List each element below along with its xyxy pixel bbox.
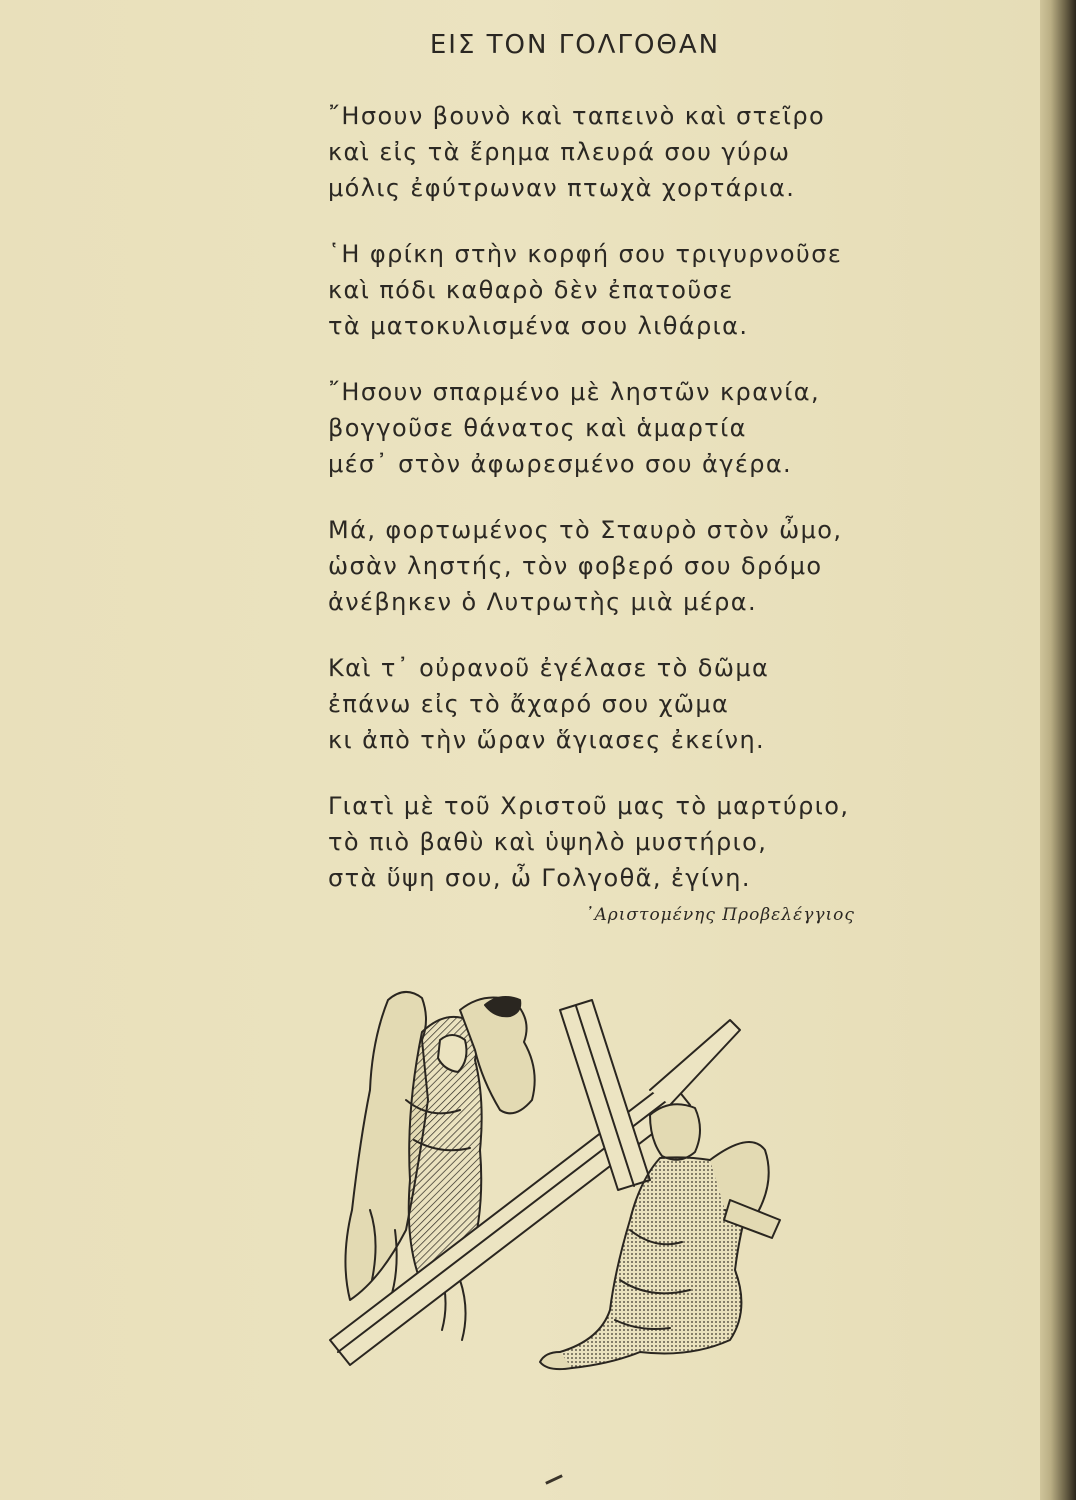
poem-line: Μά, φορτωμένος τὸ Σταυρὸ στὸν ὦμο, (328, 516, 843, 544)
poem-line: Καὶ τ᾽ οὐρανοῦ ἐγέλασε τὸ δῶμα (328, 654, 770, 682)
poem-line: Γιατὶ μὲ τοῦ Χριστοῦ μας τὸ μαρτύριο, (328, 792, 850, 820)
cross-bearing-illustration (310, 980, 850, 1380)
book-spine-edge (1040, 0, 1076, 1500)
poem-line: ῎Ησουν βουνὸ καὶ ταπεινὸ καὶ στεῖρο (328, 102, 826, 130)
stanza-5 (328, 650, 908, 758)
poem-line: καὶ πόδι καθαρὸ δὲν ἐπατοῦσε (328, 276, 734, 304)
poem-line: κι ἀπὸ τὴν ὥραν ἅγιασες ἐκείνη. (328, 726, 766, 754)
poem-line: μόλις ἐφύτρωναν πτωχὰ χορτάρια. (328, 174, 796, 202)
stanza-3 (328, 374, 908, 482)
author-signature: ᾽Αριστομένης Προβελέγγιος (585, 905, 855, 925)
poem-line: ῾Η φρίκη στὴν κορφή σου τριγυρνοῦσε (328, 240, 843, 268)
stanza-6 (328, 788, 908, 896)
stanza-4 (328, 512, 908, 620)
poem-line: ῎Ησουν σπαρμένο μὲ ληστῶν κρανία, (328, 378, 820, 406)
poem-line: ἀνέβηκεν ὁ Λυτρωτὴς μιὰ μέρα. (328, 588, 758, 616)
poem-line: ἐπάνω εἰς τὸ ἄχαρό σου χῶμα (328, 690, 730, 718)
poem-line: ὡσὰν ληστής, τὸν φοβερό σου δρόμο (328, 552, 823, 580)
page-mark (545, 1474, 563, 1484)
poem-line: καὶ εἰς τὰ ἔρημα πλευρά σου γύρω (328, 138, 791, 166)
poem-title: ΕΙΣ ΤΟΝ ΓΟΛΓΟΘΑΝ (429, 30, 721, 60)
stanza-2 (328, 236, 908, 344)
poem-line: τὸ πιὸ βαθὺ καὶ ὑψηλὸ μυστήριο, (328, 828, 768, 856)
poem-body (328, 98, 908, 926)
poem-line: μέσ᾽ στὸν ἀφωρεσμένο σου ἀγέρα. (328, 450, 793, 478)
poem-line: στὰ ὕψη σου, ὦ Γολγοθᾶ, ἐγίνη. (328, 864, 751, 892)
poem-line: τὰ ματοκυλισμένα σου λιθάρια. (328, 312, 749, 340)
poem-line: βογγοῦσε θάνατος καὶ ἁμαρτία (328, 414, 747, 442)
stanza-1 (328, 98, 908, 206)
